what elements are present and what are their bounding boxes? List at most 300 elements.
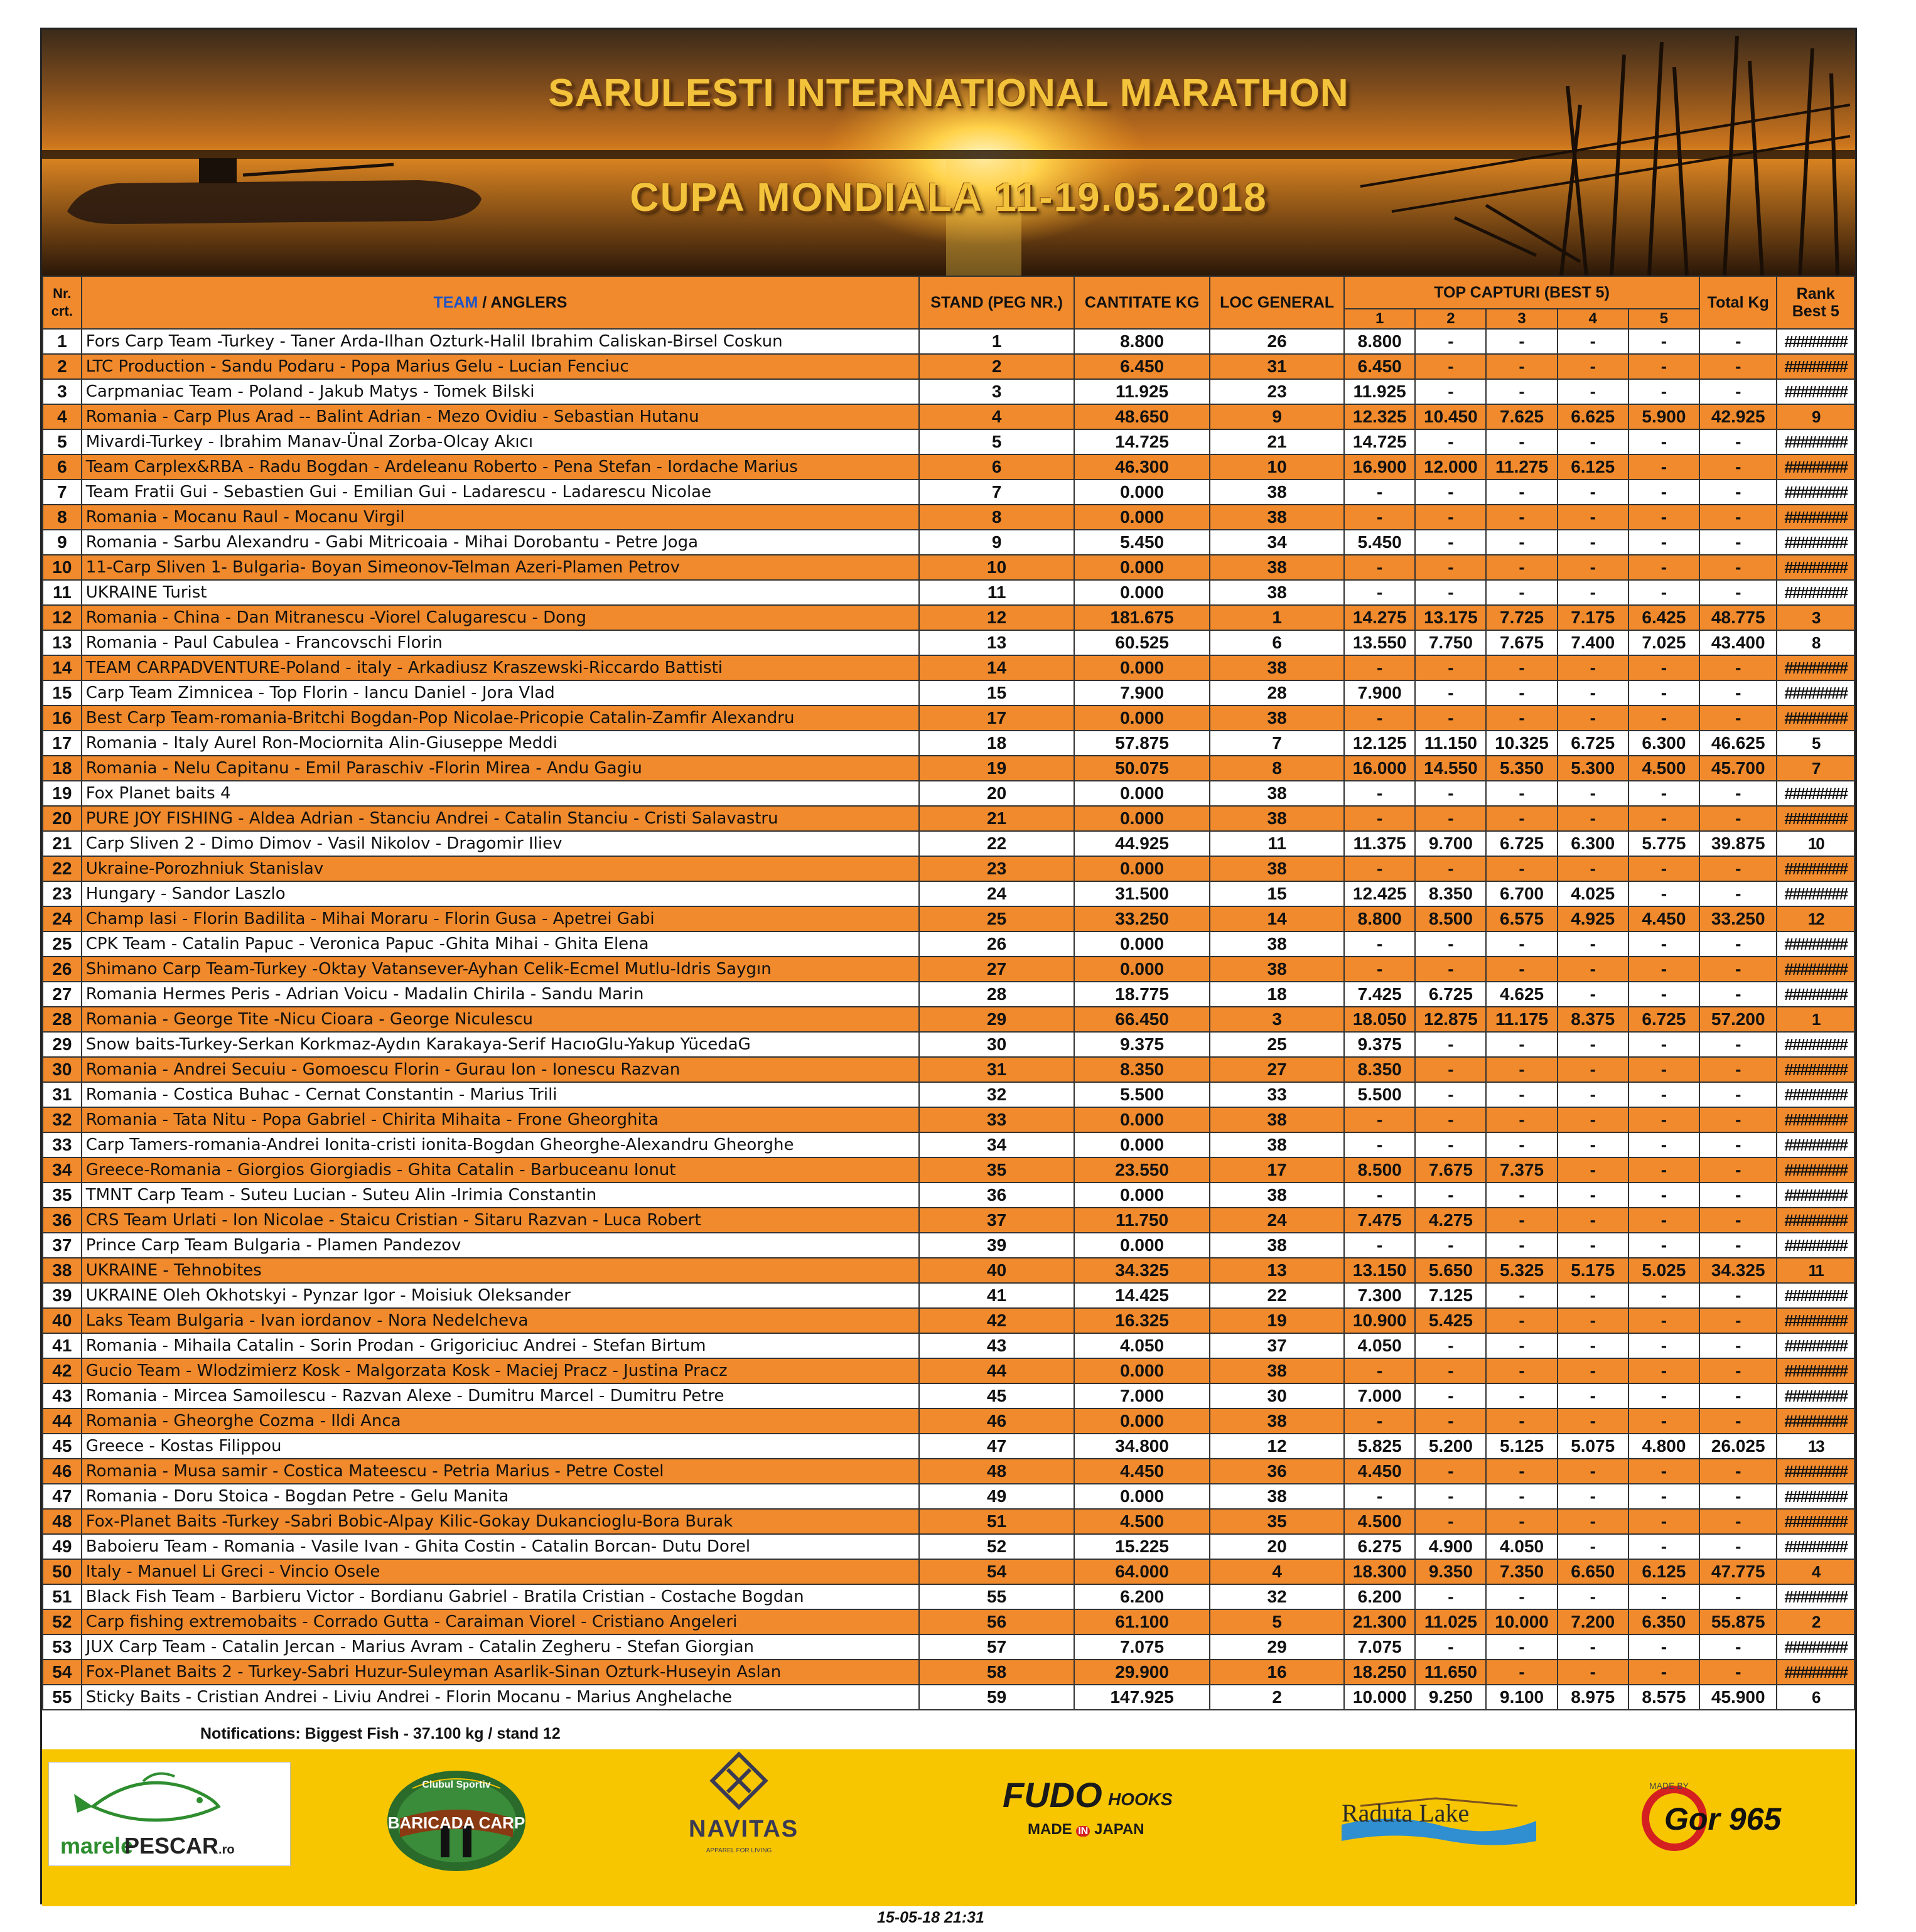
cell-c4: -	[1558, 806, 1628, 831]
gor-made-text: MADE BY	[1649, 1781, 1689, 1791]
cell-total: -	[1699, 931, 1777, 957]
cell-c1: 18.300	[1344, 1559, 1415, 1584]
cell-stand: 49	[919, 1484, 1074, 1509]
sunset-lake-illustration	[42, 30, 1855, 276]
cell-c3: -	[1486, 1484, 1557, 1509]
cell-c3: 7.725	[1486, 605, 1557, 630]
cell-total: -	[1699, 454, 1777, 480]
cell-total: -	[1699, 856, 1777, 881]
cell-c4: -	[1558, 1484, 1628, 1509]
cell-nr: 22	[43, 856, 82, 881]
cell-nr: 53	[43, 1634, 82, 1660]
cell-total: -	[1699, 1660, 1777, 1685]
cell-stand: 59	[919, 1685, 1074, 1710]
gor-965-logo	[1624, 1768, 1838, 1869]
cell-c5: -	[1628, 1333, 1699, 1358]
cell-c2: 5.425	[1415, 1308, 1486, 1333]
cell-team: Carp Team Zimnicea - Top Florin - Iancu Daniel - Jora Vlad	[82, 680, 919, 706]
cell-c3: 4.050	[1486, 1534, 1557, 1559]
cell-c2: -	[1415, 429, 1486, 454]
cell-kg: 0.000	[1074, 706, 1210, 731]
cell-c4: -	[1558, 1409, 1628, 1434]
cell-team: Sticky Baits - Cristian Andrei - Liviu Andrei - Florin Mocanu - Marius Anghelache	[82, 1685, 919, 1710]
cell-team: Romania - Costica Buhac - Cernat Constantin - Marius Trili	[82, 1082, 919, 1107]
cell-c2: 6.725	[1415, 982, 1486, 1007]
cell-kg: 0.000	[1074, 655, 1210, 680]
cell-c5: -	[1628, 1509, 1699, 1534]
cell-rank: ########	[1777, 1358, 1854, 1383]
cell-loc: 38	[1210, 1484, 1344, 1509]
cell-c4: -	[1558, 1634, 1628, 1660]
cell-c4: -	[1558, 1358, 1628, 1383]
cell-c1: 7.425	[1344, 982, 1415, 1007]
cell-c1: 7.475	[1344, 1208, 1415, 1233]
cell-c5: 6.300	[1628, 731, 1699, 756]
cell-loc: 2	[1210, 1685, 1344, 1710]
cell-c4: -	[1558, 1107, 1628, 1132]
cell-nr: 18	[43, 756, 82, 781]
cell-c4: 5.300	[1558, 756, 1628, 781]
cell-c2: -	[1415, 1233, 1486, 1258]
table-row	[43, 580, 1854, 605]
cell-kg: 147.925	[1074, 1685, 1210, 1710]
cell-c3: -	[1486, 1032, 1557, 1057]
cell-total: 48.775	[1699, 605, 1777, 630]
cell-total: -	[1699, 982, 1777, 1007]
cell-team: Team Carplex&RBA - Radu Bogdan - Ardeleanu Roberto - Pena Stefan - Iordache Marius	[82, 454, 919, 480]
cell-c4: -	[1558, 1157, 1628, 1183]
cell-c5: -	[1628, 781, 1699, 806]
cell-loc: 31	[1210, 354, 1344, 379]
cell-c5: -	[1628, 1459, 1699, 1484]
cell-stand: 34	[919, 1132, 1074, 1157]
cell-rank: ########	[1777, 1333, 1854, 1358]
table-row	[43, 957, 1854, 982]
cell-c5: -	[1628, 1233, 1699, 1258]
cell-stand: 13	[919, 630, 1074, 655]
cell-total: -	[1699, 1634, 1777, 1660]
cell-kg: 8.350	[1074, 1057, 1210, 1082]
table-row	[43, 1534, 1854, 1559]
cell-c2: 8.500	[1415, 906, 1486, 931]
cell-c1: -	[1344, 480, 1415, 505]
cell-c3: -	[1486, 1107, 1557, 1132]
cell-c4: 6.725	[1558, 731, 1628, 756]
navitas-text: NAVITAS	[689, 1816, 799, 1842]
baricada-carp-logo	[375, 1763, 538, 1876]
cell-c5: -	[1628, 555, 1699, 580]
cell-stand: 3	[919, 379, 1074, 404]
cell-total: -	[1699, 1383, 1777, 1409]
table-row	[43, 1032, 1854, 1057]
cell-stand: 27	[919, 957, 1074, 982]
cell-c5: -	[1628, 881, 1699, 906]
cell-nr: 29	[43, 1032, 82, 1057]
cell-loc: 38	[1210, 1107, 1344, 1132]
cell-c3: -	[1486, 329, 1557, 354]
cell-team: Romania - Musa samir - Costica Mateescu - Petria Marius - Petre Costel	[82, 1459, 919, 1484]
cell-c3: -	[1486, 1358, 1557, 1383]
cell-c3: -	[1486, 480, 1557, 505]
cell-c2: -	[1415, 680, 1486, 706]
cell-total: 55.875	[1699, 1609, 1777, 1634]
cell-kg: 0.000	[1074, 806, 1210, 831]
cell-stand: 39	[919, 1233, 1074, 1258]
cell-rank: ########	[1777, 454, 1854, 480]
cell-c3: 7.625	[1486, 404, 1557, 429]
cell-c1: 18.250	[1344, 1660, 1415, 1685]
cell-c1: -	[1344, 856, 1415, 881]
cell-c1: 16.000	[1344, 756, 1415, 781]
cell-kg: 44.925	[1074, 831, 1210, 856]
cell-c2: -	[1415, 1634, 1486, 1660]
cell-team: Romania - Andrei Secuiu - Gomoescu Florin - Gurau Ion - Ionescu Razvan	[82, 1057, 919, 1082]
cell-loc: 38	[1210, 1183, 1344, 1208]
cell-c5: -	[1628, 379, 1699, 404]
cell-c4: -	[1558, 379, 1628, 404]
cell-kg: 14.425	[1074, 1283, 1210, 1308]
cell-c2: 13.175	[1415, 605, 1486, 630]
cell-nr: 13	[43, 630, 82, 655]
cell-c5: -	[1628, 1634, 1699, 1660]
cell-c1: 6.200	[1344, 1584, 1415, 1609]
cell-kg: 0.000	[1074, 1484, 1210, 1509]
cell-stand: 17	[919, 706, 1074, 731]
cell-c2: 12.000	[1415, 454, 1486, 480]
cell-loc: 27	[1210, 1057, 1344, 1082]
cell-c5: 5.025	[1628, 1258, 1699, 1283]
cell-rank: 12	[1777, 906, 1854, 931]
cell-c3: -	[1486, 379, 1557, 404]
cell-loc: 24	[1210, 1208, 1344, 1233]
cell-total: -	[1699, 480, 1777, 505]
cell-rank: ########	[1777, 329, 1854, 354]
cell-stand: 44	[919, 1358, 1074, 1383]
cell-c4: 4.025	[1558, 881, 1628, 906]
cell-total: -	[1699, 1183, 1777, 1208]
cell-rank: ########	[1777, 580, 1854, 605]
cell-c3: -	[1486, 1333, 1557, 1358]
cell-team: TMNT Carp Team - Suteu Lucian - Suteu Alin -Irimia Constantin	[82, 1183, 919, 1208]
cell-team: CPK Team - Catalin Papuc - Veronica Papuc -Ghita Mihai - Ghita Elena	[82, 931, 919, 957]
cell-loc: 6	[1210, 630, 1344, 655]
cell-stand: 9	[919, 530, 1074, 555]
cell-rank: 4	[1777, 1559, 1854, 1584]
cell-nr: 16	[43, 706, 82, 731]
cell-team: Romania - Nelu Capitanu - Emil Paraschiv -Florin Mirea - Andu Gagiu	[82, 756, 919, 781]
cell-rank: ########	[1777, 931, 1854, 957]
cell-c4: -	[1558, 781, 1628, 806]
cell-rank: ########	[1777, 1584, 1854, 1609]
cell-rank: ########	[1777, 1484, 1854, 1509]
cell-rank: ########	[1777, 655, 1854, 680]
table-row	[43, 1685, 1854, 1710]
table-row	[43, 680, 1854, 706]
fish-icon	[49, 1763, 290, 1832]
cell-team: Mivardi-Turkey - Ibrahim Manav-Ünal Zorba-Olcay Akıcı	[82, 429, 919, 454]
cell-rank: 8	[1777, 630, 1854, 655]
fudo-made-text: MADE IN JAPAN	[1028, 1821, 1144, 1838]
table-row	[43, 1208, 1854, 1233]
cell-stand: 8	[919, 505, 1074, 530]
cell-c3: -	[1486, 1308, 1557, 1333]
cell-stand: 5	[919, 429, 1074, 454]
cell-c5: -	[1628, 1534, 1699, 1559]
cell-c5: -	[1628, 1057, 1699, 1082]
cell-c2: -	[1415, 329, 1486, 354]
cell-c2: 9.250	[1415, 1685, 1486, 1710]
cell-c1: -	[1344, 1409, 1415, 1434]
cell-c4: -	[1558, 1534, 1628, 1559]
cell-rank: ########	[1777, 1233, 1854, 1258]
cell-loc: 10	[1210, 454, 1344, 480]
cell-kg: 5.450	[1074, 530, 1210, 555]
cell-team: Romania - Sarbu Alexandru - Gabi Mitricoaia - Mihai Dorobantu - Petre Joga	[82, 530, 919, 555]
cell-total: -	[1699, 1459, 1777, 1484]
cell-c3: 10.000	[1486, 1609, 1557, 1634]
cell-c2: -	[1415, 1132, 1486, 1157]
cell-c3: 5.350	[1486, 756, 1557, 781]
cell-c2: 9.350	[1415, 1559, 1486, 1584]
cell-loc: 26	[1210, 329, 1344, 354]
cell-c4: 6.300	[1558, 831, 1628, 856]
cell-c4: -	[1558, 1082, 1628, 1107]
cell-c5: 8.575	[1628, 1685, 1699, 1710]
cell-nr: 41	[43, 1333, 82, 1358]
cell-c4: -	[1558, 1208, 1628, 1233]
cell-kg: 9.375	[1074, 1032, 1210, 1057]
notification-text: Notifications: Biggest Fish - 37.100 kg / stand 12	[200, 1725, 561, 1742]
cell-total: -	[1699, 505, 1777, 530]
cell-stand: 24	[919, 881, 1074, 906]
sponsor-footer	[42, 1749, 1855, 1906]
cell-total: 26.025	[1699, 1434, 1777, 1459]
cell-loc: 38	[1210, 480, 1344, 505]
cell-c5: -	[1628, 1157, 1699, 1183]
table-row	[43, 731, 1854, 756]
cell-c5: -	[1628, 1308, 1699, 1333]
cell-team: Carp fishing extremobaits - Corrado Gutta - Caraiman Viorel - Cristiano Angeleri	[82, 1609, 919, 1634]
cell-c4: -	[1558, 1283, 1628, 1308]
cell-team: UKRAINE - Tehnobites	[82, 1258, 919, 1283]
cell-c3: -	[1486, 1660, 1557, 1685]
cell-c2: -	[1415, 379, 1486, 404]
navitas-mark-icon	[689, 1756, 789, 1812]
cell-team: Italy - Manuel Li Greci - Vincio Osele	[82, 1559, 919, 1584]
cell-loc: 38	[1210, 555, 1344, 580]
cell-stand: 23	[919, 856, 1074, 881]
cell-kg: 31.500	[1074, 881, 1210, 906]
cell-c2: 7.125	[1415, 1283, 1486, 1308]
cell-nr: 52	[43, 1609, 82, 1634]
cell-c4: 5.175	[1558, 1258, 1628, 1283]
cell-c5: -	[1628, 1383, 1699, 1409]
cell-loc: 20	[1210, 1534, 1344, 1559]
cell-c2: -	[1415, 1057, 1486, 1082]
cell-c3: 9.100	[1486, 1685, 1557, 1710]
cell-loc: 15	[1210, 881, 1344, 906]
fudo-hooks-text: HOOKS	[1108, 1790, 1173, 1809]
cell-c4: -	[1558, 1584, 1628, 1609]
cell-kg: 0.000	[1074, 555, 1210, 580]
cell-c2: -	[1415, 957, 1486, 982]
cell-c2: -	[1415, 1032, 1486, 1057]
cell-team: Fox-Planet Baits 2 - Turkey-Sabri Huzur-Suleyman Asarlik-Sinan Ozturk-Huseyin Aslan	[82, 1660, 919, 1685]
cell-c2: -	[1415, 1107, 1486, 1132]
cell-nr: 43	[43, 1383, 82, 1409]
table-row	[43, 404, 1854, 429]
cell-kg: 34.325	[1074, 1258, 1210, 1283]
cell-stand: 40	[919, 1258, 1074, 1283]
cell-kg: 16.325	[1074, 1308, 1210, 1333]
cell-c4: -	[1558, 1233, 1628, 1258]
cell-c4: 6.125	[1558, 454, 1628, 480]
cell-total: 45.700	[1699, 756, 1777, 781]
cell-stand: 14	[919, 655, 1074, 680]
cell-c3: -	[1486, 1509, 1557, 1534]
cell-stand: 10	[919, 555, 1074, 580]
cell-c5: 4.800	[1628, 1434, 1699, 1459]
cell-team: Snow baits-Turkey-Serkan Korkmaz-Aydın Karakaya-Serif HacıoGlu-Yakup YücedaG	[82, 1032, 919, 1057]
cell-c2: -	[1415, 1484, 1486, 1509]
cell-loc: 9	[1210, 404, 1344, 429]
cell-loc: 38	[1210, 781, 1344, 806]
cell-rank: ########	[1777, 680, 1854, 706]
cell-c1: 10.900	[1344, 1308, 1415, 1333]
cell-c5: -	[1628, 530, 1699, 555]
cell-team: CRS Team Urlati - Ion Nicolae - Staicu Cristian - Sitaru Razvan - Luca Robert	[82, 1208, 919, 1233]
cell-stand: 2	[919, 354, 1074, 379]
cell-c1: 12.325	[1344, 404, 1415, 429]
cell-nr: 30	[43, 1057, 82, 1082]
cell-rank: ########	[1777, 1634, 1854, 1660]
cell-rank: ########	[1777, 881, 1854, 906]
cell-c3: -	[1486, 1233, 1557, 1258]
cell-c4: 8.375	[1558, 1007, 1628, 1032]
cell-kg: 0.000	[1074, 1183, 1210, 1208]
table-row	[43, 881, 1854, 906]
cell-total: -	[1699, 1509, 1777, 1534]
header-stand: STAND (PEG NR.)	[919, 276, 1074, 329]
cell-c4: 4.925	[1558, 906, 1628, 931]
table-row	[43, 1057, 1854, 1082]
cell-loc: 37	[1210, 1333, 1344, 1358]
cell-stand: 32	[919, 1082, 1074, 1107]
cell-nr: 33	[43, 1132, 82, 1157]
header-top-4: 4	[1558, 309, 1628, 329]
table-row	[43, 1333, 1854, 1358]
cell-c3: 10.325	[1486, 731, 1557, 756]
cell-nr: 47	[43, 1484, 82, 1509]
cell-c1: 13.150	[1344, 1258, 1415, 1283]
cell-kg: 66.450	[1074, 1007, 1210, 1032]
cell-total: -	[1699, 1057, 1777, 1082]
cell-total: 45.900	[1699, 1685, 1777, 1710]
cell-total: -	[1699, 1107, 1777, 1132]
cell-team: Laks Team Bulgaria - Ivan iordanov - Nora Nedelcheva	[82, 1308, 919, 1333]
table-row	[43, 1308, 1854, 1333]
table-row	[43, 906, 1854, 931]
cell-kg: 11.925	[1074, 379, 1210, 404]
cell-stand: 4	[919, 404, 1074, 429]
cell-c1: -	[1344, 806, 1415, 831]
cell-team: Romania - Doru Stoica - Bogdan Petre - Gelu Manita	[82, 1484, 919, 1509]
cell-loc: 38	[1210, 655, 1344, 680]
cell-c5: 6.425	[1628, 605, 1699, 630]
cell-nr: 5	[43, 429, 82, 454]
cell-total: -	[1699, 429, 1777, 454]
cell-total: 57.200	[1699, 1007, 1777, 1032]
cell-nr: 27	[43, 982, 82, 1007]
header-anglers-word: / ANGLERS	[478, 294, 568, 311]
cell-c1: 6.450	[1344, 354, 1415, 379]
table-row	[43, 329, 1854, 354]
cell-c2: -	[1415, 1082, 1486, 1107]
cell-nr: 4	[43, 404, 82, 429]
cell-total: -	[1699, 957, 1777, 982]
cell-nr: 46	[43, 1459, 82, 1484]
cell-total: -	[1699, 1308, 1777, 1333]
cell-nr: 23	[43, 881, 82, 906]
cell-nr: 26	[43, 957, 82, 982]
cell-team: Black Fish Team - Barbieru Victor - Bordianu Gabriel - Bratila Cristian - Costache Bogdan	[82, 1584, 919, 1609]
cell-team: Romania - Paul Cabulea - Francovschi Florin	[82, 630, 919, 655]
cell-c3: -	[1486, 429, 1557, 454]
cell-rank: ########	[1777, 1082, 1854, 1107]
cell-c4: 7.200	[1558, 1609, 1628, 1634]
cell-nr: 21	[43, 831, 82, 856]
cell-loc: 35	[1210, 1509, 1344, 1534]
cell-loc: 38	[1210, 1358, 1344, 1383]
cell-c1: -	[1344, 1183, 1415, 1208]
cell-c2: -	[1415, 1383, 1486, 1409]
cell-c3: -	[1486, 354, 1557, 379]
cell-c1: -	[1344, 781, 1415, 806]
cell-c5: -	[1628, 655, 1699, 680]
cell-c2: -	[1415, 580, 1486, 605]
cell-rank: ########	[1777, 530, 1854, 555]
cell-loc: 30	[1210, 1383, 1344, 1409]
cell-total: -	[1699, 680, 1777, 706]
cell-loc: 12	[1210, 1434, 1344, 1459]
cell-loc: 38	[1210, 1409, 1344, 1434]
cell-c3: -	[1486, 1634, 1557, 1660]
cell-rank: ########	[1777, 706, 1854, 731]
header-cantitate: CANTITATE KG	[1074, 276, 1210, 329]
cell-kg: 8.800	[1074, 329, 1210, 354]
cell-loc: 38	[1210, 806, 1344, 831]
cell-kg: 64.000	[1074, 1559, 1210, 1584]
cell-kg: 181.675	[1074, 605, 1210, 630]
cell-c5: -	[1628, 1409, 1699, 1434]
cell-nr: 48	[43, 1509, 82, 1534]
cell-c5: -	[1628, 931, 1699, 957]
cell-team: Romania - Mihaila Catalin - Sorin Prodan - Grigoriciuc Andrei - Stefan Birtum	[82, 1333, 919, 1358]
cell-c3: 11.275	[1486, 454, 1557, 480]
cell-c2: 11.650	[1415, 1660, 1486, 1685]
cell-nr: 44	[43, 1409, 82, 1434]
cell-c2: -	[1415, 530, 1486, 555]
cell-kg: 23.550	[1074, 1157, 1210, 1183]
cell-c3: 6.700	[1486, 881, 1557, 906]
cell-c4: -	[1558, 1183, 1628, 1208]
cell-rank: 9	[1777, 404, 1854, 429]
cell-c4: -	[1558, 480, 1628, 505]
cell-loc: 34	[1210, 530, 1344, 555]
cell-kg: 15.225	[1074, 1534, 1210, 1559]
table-row	[43, 1007, 1854, 1032]
cell-rank: ########	[1777, 505, 1854, 530]
